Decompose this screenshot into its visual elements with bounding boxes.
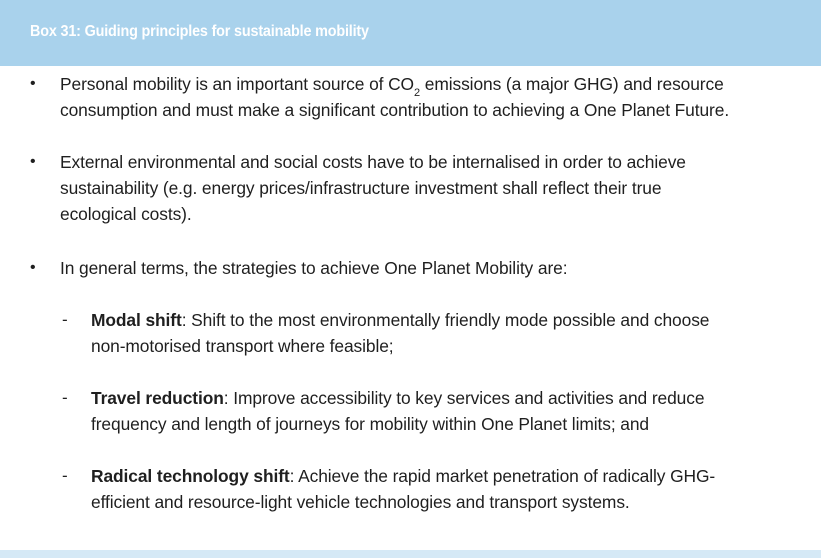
bullet-item-strategies-intro: In general terms, the strategies to achieve One Planet Mobility are: xyxy=(60,258,568,278)
dash-marker: - xyxy=(62,388,68,407)
strategy-item-radical-technology-shift: Radical technology shift: Achieve the rapid market penetration of radically GHG- efficient and resource-light vehicle technologies and transport systems. xyxy=(91,466,716,512)
bullet-marker: • xyxy=(30,259,36,276)
bullet-marker: • xyxy=(30,153,36,170)
box-header xyxy=(0,0,821,66)
bullet-item-co2-emissions: Personal mobility is an important source of $CO_2$ emissions (a major GHG) and resource consumption and must make a significant contribution to achieving a One Planet Future. xyxy=(60,74,730,120)
strategy-item-travel-reduction: Travel reduction: Improve accessibility to key services and activities and reduce frequency and length of journeys for mobility within One Planet limits; and xyxy=(91,388,705,434)
bullet-marker: • xyxy=(30,75,36,92)
strategy-term: Radical technology shift xyxy=(91,466,290,486)
box-footer xyxy=(0,550,821,558)
strategy-term: Modal shift xyxy=(91,310,182,330)
dash-marker: - xyxy=(62,466,68,485)
strategy-item-modal-shift: Modal shift: Shift to the most environmentally friendly mode possible and choose non-motorised transport where feasible; xyxy=(91,310,710,356)
box-title: Box 31: Guiding principles for sustainable mobility xyxy=(30,23,369,40)
dash-marker: - xyxy=(62,310,68,329)
strategy-term: Travel reduction xyxy=(91,388,224,408)
bullet-item-external-costs: External environmental and social costs have to be internalised in order to achieve sustainability (e.g. energy prices/infrastructure investment shall reflect their true ecological costs). xyxy=(60,152,686,224)
